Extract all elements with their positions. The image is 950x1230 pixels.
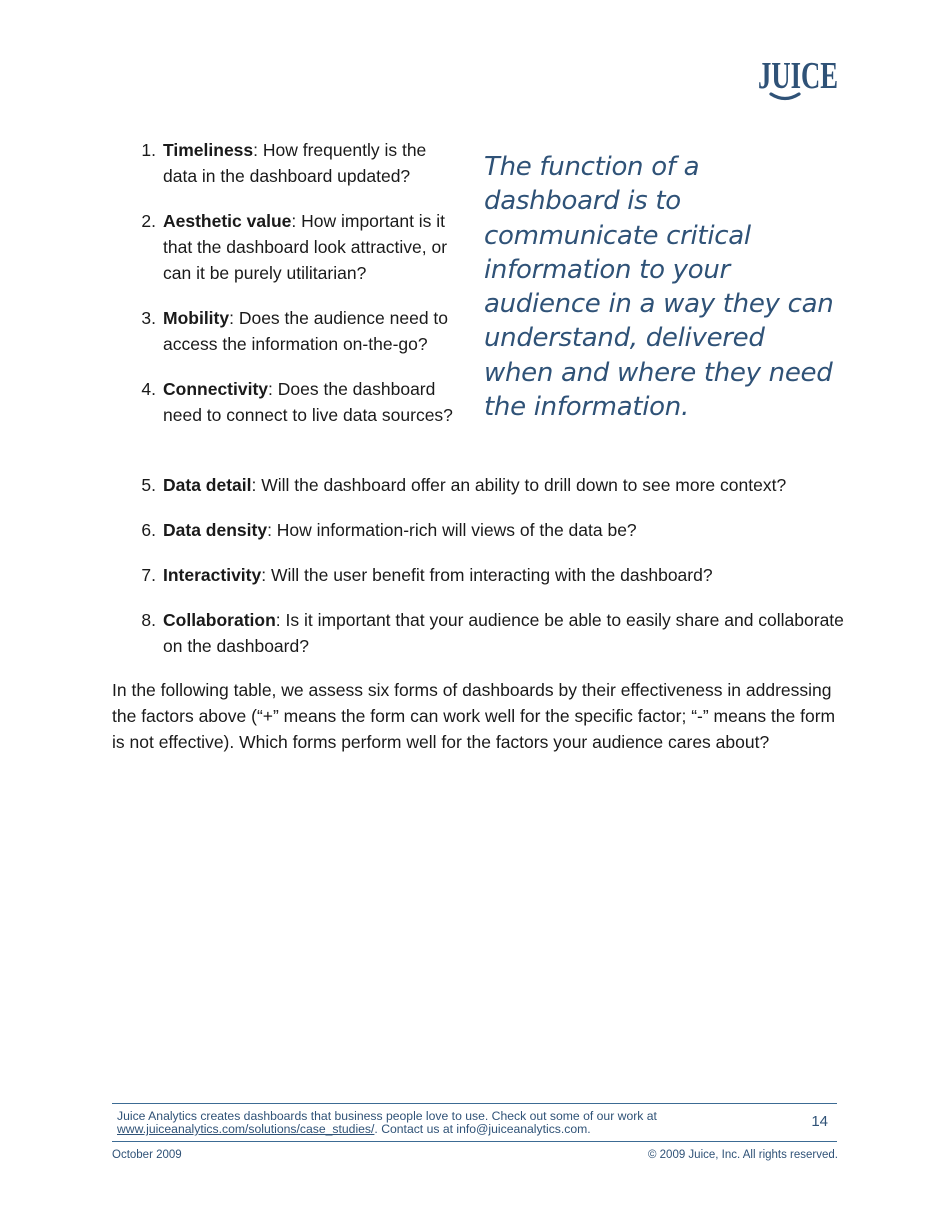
factor-item — [126, 208, 456, 286]
factor-term: Mobility — [163, 308, 230, 328]
factor-description: : Is it important that your audience be able to easily share and collaborate on the dashboard? — [163, 610, 844, 656]
footer-top-rule — [112, 1103, 837, 1104]
factor-text — [163, 517, 846, 543]
factor-description: : Will the user benefit from interacting with the dashboard? — [261, 565, 713, 585]
logo-wordmark: JUICE — [758, 55, 838, 97]
footer-contact: . Contact us at info@juiceanalytics.com. — [374, 1122, 591, 1136]
factor-number: 4. — [141, 379, 156, 399]
factor-description: : Does the dashboard need to connect to live data sources? — [163, 379, 453, 425]
factor-list-bottom — [126, 472, 846, 678]
page-number: 14 — [811, 1113, 828, 1130]
factor-text — [163, 472, 846, 498]
factor-number: 2. — [141, 211, 156, 231]
case-studies-link[interactable]: www.juiceanalytics.com/solutions/case_studies/ — [117, 1122, 375, 1136]
factor-item — [126, 517, 846, 543]
factor-item — [126, 305, 456, 357]
factor-text — [163, 208, 456, 286]
factor-term: Data detail — [163, 475, 252, 495]
footer-date: October 2009 — [112, 1149, 182, 1161]
factor-number: 6. — [141, 520, 156, 540]
juice-logo — [757, 52, 839, 104]
factor-description: : Will the dashboard offer an ability to drill down to see more context? — [251, 475, 787, 495]
factor-item — [126, 607, 846, 659]
factor-item — [126, 137, 456, 189]
factor-text — [163, 376, 456, 428]
factor-term: Data density — [163, 520, 268, 540]
factor-term: Collaboration — [163, 610, 276, 630]
factor-text — [163, 562, 846, 588]
factor-number: 7. — [141, 565, 156, 585]
factor-term: Interactivity — [163, 565, 262, 585]
factor-item — [126, 376, 456, 428]
factor-number: 1. — [141, 140, 156, 160]
factor-term: Connectivity — [163, 379, 269, 399]
factor-number: 5. — [141, 475, 156, 495]
footer-bottom-rule — [112, 1141, 837, 1142]
factor-term: Aesthetic value — [163, 211, 292, 231]
footer-line-1: Juice Analytics creates dashboards that business people love to use. Check out some of our work at — [117, 1109, 657, 1123]
factor-text — [163, 137, 456, 189]
factor-number: 8. — [141, 610, 156, 630]
footer-note — [117, 1110, 737, 1136]
factor-text — [163, 607, 846, 659]
factor-description: : How frequently is the data in the dashboard updated? — [163, 140, 427, 186]
footer-copyright: © 2009 Juice, Inc. All rights reserved. — [647, 1149, 838, 1161]
factor-text — [163, 305, 456, 357]
factor-description: : How information-rich will views of the data be? — [267, 520, 637, 540]
factor-list-top — [126, 137, 456, 447]
factor-term: Timeliness — [163, 140, 254, 160]
pull-quote: The function of a dashboard is to communicate critical information to your audience in a way they can understand, delivered when and where they need the information. — [484, 152, 834, 423]
factor-number: 3. — [141, 308, 156, 328]
factor-description: : Does the audience need to access the information on-the-go? — [163, 308, 449, 354]
factor-item — [126, 472, 846, 498]
body-paragraph: In the following table, we assess six forms of dashboards by their effectiveness in addressing the factors above (“+” means the form can work well for the specific factor; “-” means the form is not effective). Which forms perform well for the factors your audience cares about? — [112, 680, 836, 752]
factor-description: : How important is it that the dashboard look attractive, or can it be purely utilitarian? — [163, 211, 448, 283]
factor-item — [126, 562, 846, 588]
